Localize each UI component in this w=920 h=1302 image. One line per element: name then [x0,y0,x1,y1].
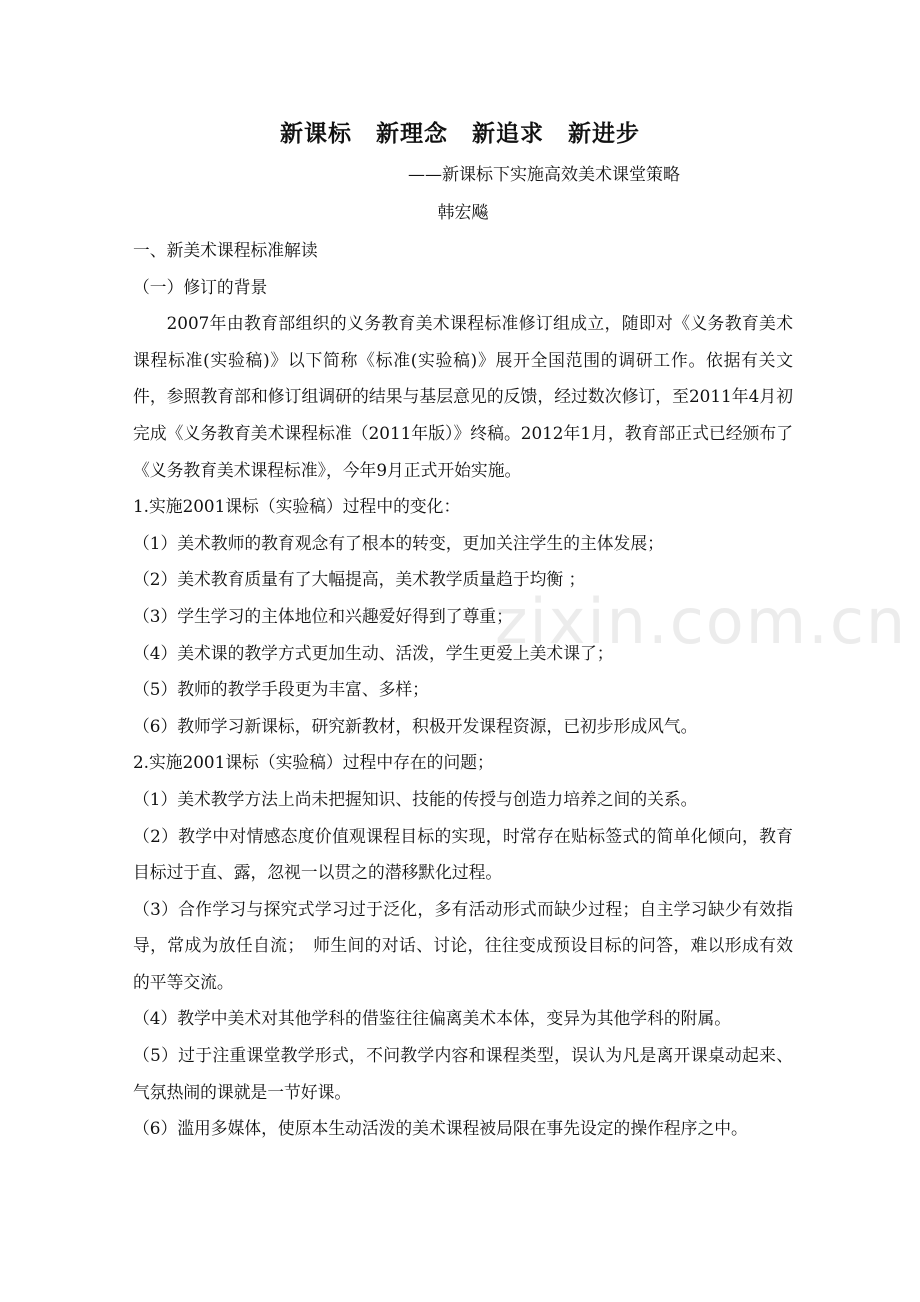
changes-heading: 1.实施2001课标（实验稿）过程中的变化： [133,496,461,517]
problems-item: （4）教学中美术对其他学科的借鉴往往偏离美术本体，变异为其他学科的附属。 [133,1008,732,1029]
changes-item: （5）教师的教学手段更为丰富、多样； [133,679,429,700]
problems-item: （5）过于注重课堂教学形式，不问教学内容和课程类型，误认为凡是离开课桌动起来、气氛热闹的课就是一节好课。 [133,1045,793,1102]
document-subtitle: ——新课标下实施高效美术课堂策略 [408,165,680,185]
changes-item: （3）学生学习的主体地位和兴趣爱好得到了尊重； [133,605,513,626]
changes-item: （1）美术教师的教育观念有了根本的转变，更加关注学生的主体发展； [133,532,664,553]
subsection-heading: （一）修订的背景 [133,276,268,297]
watermark: zixin.com.cn [495,585,908,658]
problems-item: （6）滥用多媒体，使原本生动活泼的美术课程被局限在事先设定的操作程序之中。 [133,1118,748,1139]
changes-item: （6）教师学习新课标，研究新教材，积极开发课程资源，已初步形成风气。 [133,715,698,736]
problems-item: （1）美术教学方法上尚未把握知识、技能的传授与创造力培养之间的关系。 [133,788,698,809]
section-heading: 一、新美术课程标准解读 [133,240,318,260]
problems-item: （2）教学中对情感态度价值观课程目标的实现，时常存在贴标签式的简单化倾向，教育目标过于直、露，忽视一以贯之的潜移默化过程。 [133,825,793,883]
document-title: 新课标 新理念 新追求 新进步 [280,121,640,147]
changes-item: （4）美术课的教学方式更加生动、活泼，学生更爱上美术课了； [133,642,614,663]
problems-item: （3）合作学习与探究式学习过于泛化，多有活动形式而缺少过程；自主学习缺少有效指导，常成为放任自流； 师生间的对话、讨论，往往变成预设目标的问答，难以形成有效的平等交流。 [133,898,793,992]
changes-item: （2）美术教育质量有了大幅提高，美术教学质量趋于均衡 ； [133,569,586,590]
document-body [133,232,793,1147]
problems-heading: 2.实施2001课标（实验稿）过程中存在的问题； [133,752,494,773]
document-author: 韩宏飚 [437,203,489,223]
background-paragraph: 2007年由教育部组织的义务教育美术课程标准修订组成立，随即对《义务教育美术课程标准(实验稿)》以下简称《标准(实验稿)》展开全国范围的调研工作。依据有关文件，参照教育部和修订组调研的结果与基层意见的反馈，经过数次修订，至2011年4月初完成《义务教育美术课程标准（2011年版）》终稿。2012年1月，教育部正式已经颁布了《义务教育美术课程标准》，今年9月正式开始实施。 [133,313,793,480]
